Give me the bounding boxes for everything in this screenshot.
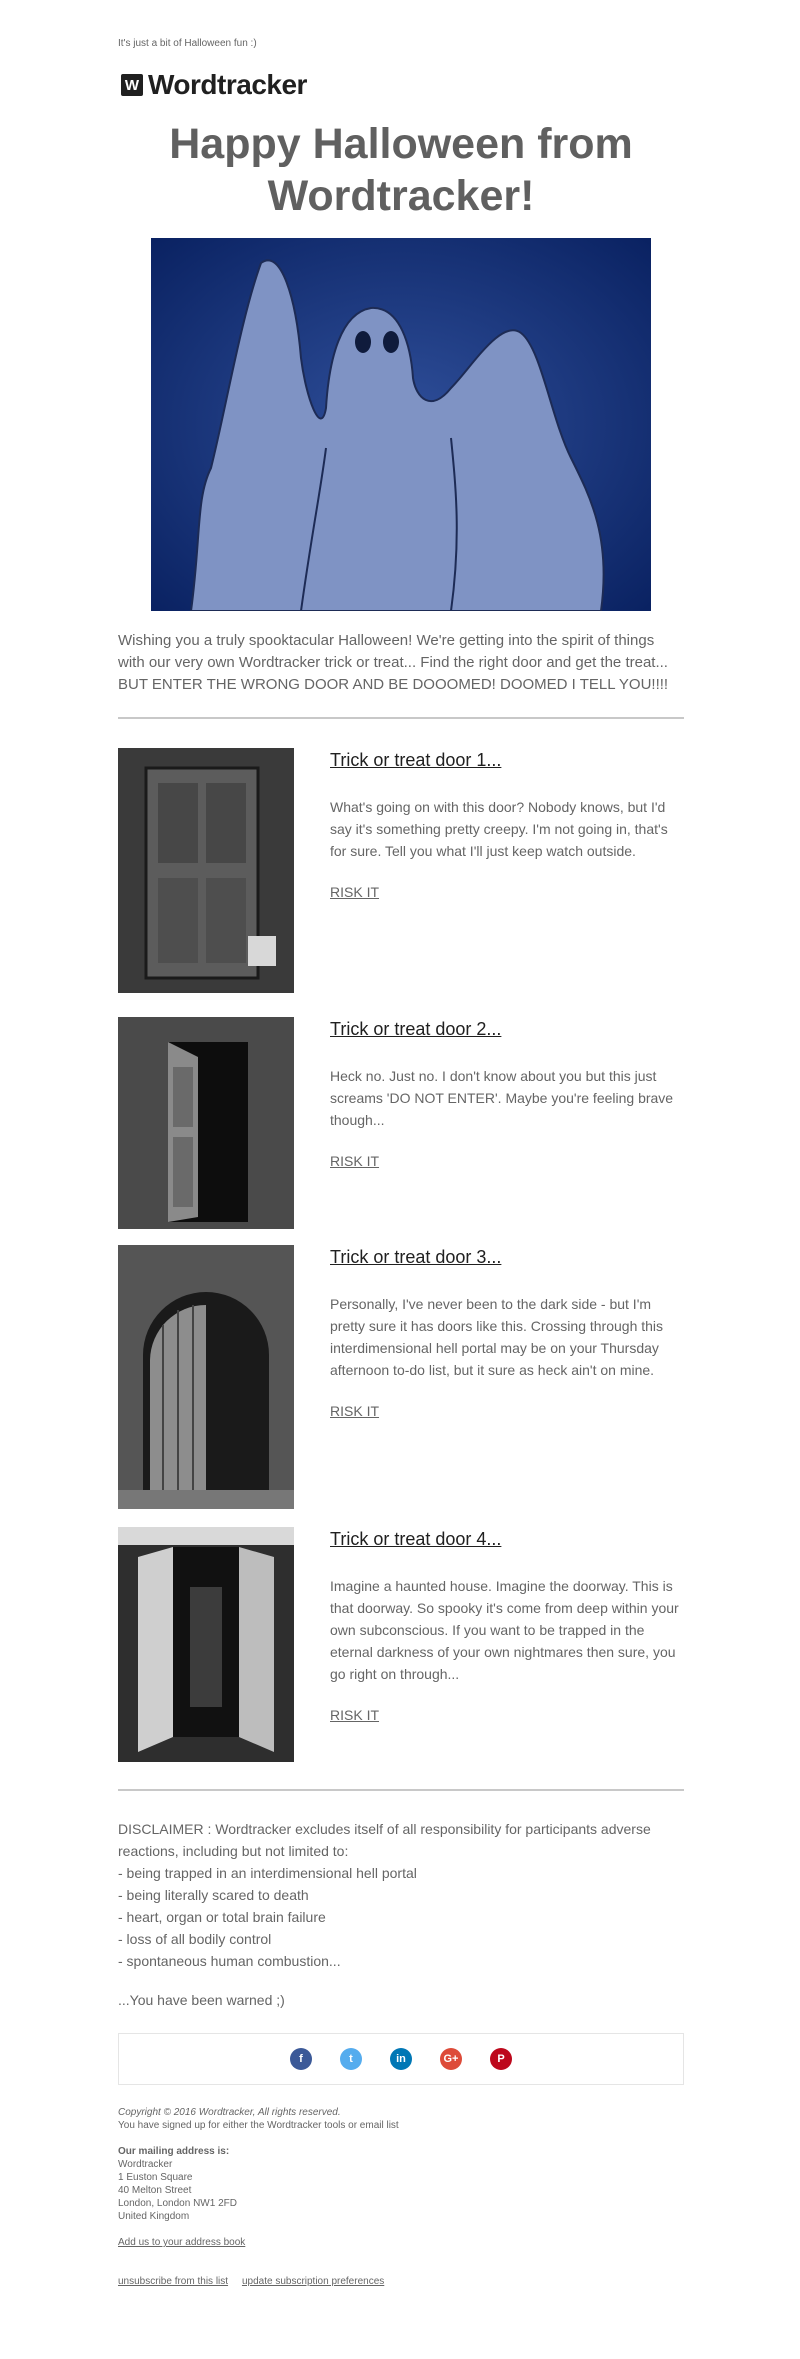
update-preferences-link[interactable]: update subscription preferences: [241, 2276, 385, 2287]
disclaimer-lead: DISCLAIMER : Wordtracker excludes itself of all responsibility for participants adverse reactions, including but not limited to:: [118, 1821, 651, 1859]
door-card-2: [118, 1017, 684, 1229]
door-3-image[interactable]: [118, 1245, 294, 1509]
disclaimer-item: - being trapped in an interdimensional hell portal: [118, 1865, 417, 1881]
door-2-risk-it-link[interactable]: RISK IT: [330, 1153, 380, 1169]
disclaimer-item: - spontaneous human combustion...: [118, 1953, 341, 1969]
twitter-icon[interactable]: t: [340, 2048, 362, 2070]
door-2-image[interactable]: [118, 1017, 294, 1229]
hero-title: Happy Halloween from Wordtracker!: [169, 120, 633, 220]
door-card-1: [118, 748, 684, 993]
mailing-address-heading: Our mailing address is:: [118, 2146, 230, 2157]
door-4-image[interactable]: [118, 1527, 294, 1762]
disclaimer-block: [118, 1818, 684, 1972]
door-1-title-link[interactable]: Trick or treat door 1...: [330, 750, 502, 770]
google-plus-icon[interactable]: G+: [440, 2048, 462, 2070]
ghost-hero-image: [151, 238, 651, 611]
logo-wordmark: Wordtracker: [148, 69, 307, 100]
door-1-risk-it-link[interactable]: RISK IT: [330, 884, 380, 900]
door-2-text: [330, 1017, 684, 1171]
door-4-text: [330, 1527, 684, 1725]
address-line: Wordtracker: [118, 2159, 173, 2170]
pinterest-icon[interactable]: P: [490, 2048, 512, 2070]
address-line: 1 Euston Square: [118, 2172, 193, 2183]
section-divider: [118, 717, 684, 719]
door-1-image[interactable]: [118, 748, 294, 993]
door-3-risk-it-link[interactable]: RISK IT: [330, 1403, 380, 1419]
door-3-title-link[interactable]: Trick or treat door 3...: [330, 1247, 502, 1267]
disclaimer-item: - loss of all bodily control: [118, 1931, 272, 1947]
door-3-text: [330, 1245, 684, 1421]
address-line: 40 Melton Street: [118, 2185, 192, 2196]
door-4-risk-it-link[interactable]: RISK IT: [330, 1707, 380, 1723]
door-4-title-link[interactable]: Trick or treat door 4...: [330, 1529, 502, 1549]
disclaimer-item: - heart, organ or total brain failure: [118, 1909, 326, 1925]
linkedin-icon[interactable]: in: [390, 2048, 412, 2070]
intro-paragraph: Wishing you a truly spooktacular Halloween! We're getting into the spirit of things with our very own Wordtracker trick or treat... Find the right door and get the treat... BUT ENTER THE WRONG DOOR AND BE DOOOMED! DOOMED I TELL YOU!!!!: [118, 632, 669, 693]
disclaimer-item: - being literally scared to death: [118, 1887, 309, 1903]
door-2-title-link[interactable]: Trick or treat door 2...: [330, 1019, 502, 1039]
wordtracker-logo[interactable]: [121, 70, 307, 100]
logo-mark-icon: W: [121, 74, 143, 96]
preheader-text: It's just a bit of Halloween fun :): [118, 38, 257, 49]
door-1-text: [330, 748, 684, 902]
footer: [118, 2106, 684, 2288]
door-card-4: [118, 1527, 684, 1762]
add-to-address-book-link[interactable]: Add us to your address book: [118, 2237, 246, 2248]
copyright-text: Copyright © 2016 Wordtracker, All rights reserved.: [118, 2107, 341, 2118]
warning-text: ...You have been warned ;): [118, 1992, 285, 2008]
door-2-description: Heck no. Just no. I don't know about you but this just screams 'DO NOT ENTER'. Maybe you're feeling brave though...: [330, 1068, 674, 1128]
address-line: London, London NW1 2FD: [118, 2198, 237, 2209]
social-links-bar: [118, 2033, 684, 2085]
unsubscribe-link[interactable]: unsubscribe from this list: [118, 2276, 229, 2287]
section-divider: [118, 1789, 684, 1791]
door-3-description: Personally, I've never been to the dark side - but I'm pretty sure it has doors like this. Crossing through this interdimensional hell portal may be on your Thursday afternoon to-do list, but it sure as heck ain't on mine.: [330, 1296, 664, 1378]
door-1-description: What's going on with this door? Nobody knows, but I'd say it's something pretty creepy. I'm not going in, that's for sure. Tell you what I'll just keep watch outside.: [330, 799, 668, 859]
facebook-icon[interactable]: f: [290, 2048, 312, 2070]
address-line: United Kingdom: [118, 2211, 190, 2222]
door-4-description: Imagine a haunted house. Imagine the doorway. This is that doorway. So spooky it's come from deep within your own subconscious. If you want to be trapped in the eternal darkness of your own nightmares then sure, you go right on through...: [330, 1578, 679, 1682]
door-card-3: [118, 1245, 684, 1509]
signup-reason-text: You have signed up for either the Wordtracker tools or email list: [118, 2120, 399, 2131]
